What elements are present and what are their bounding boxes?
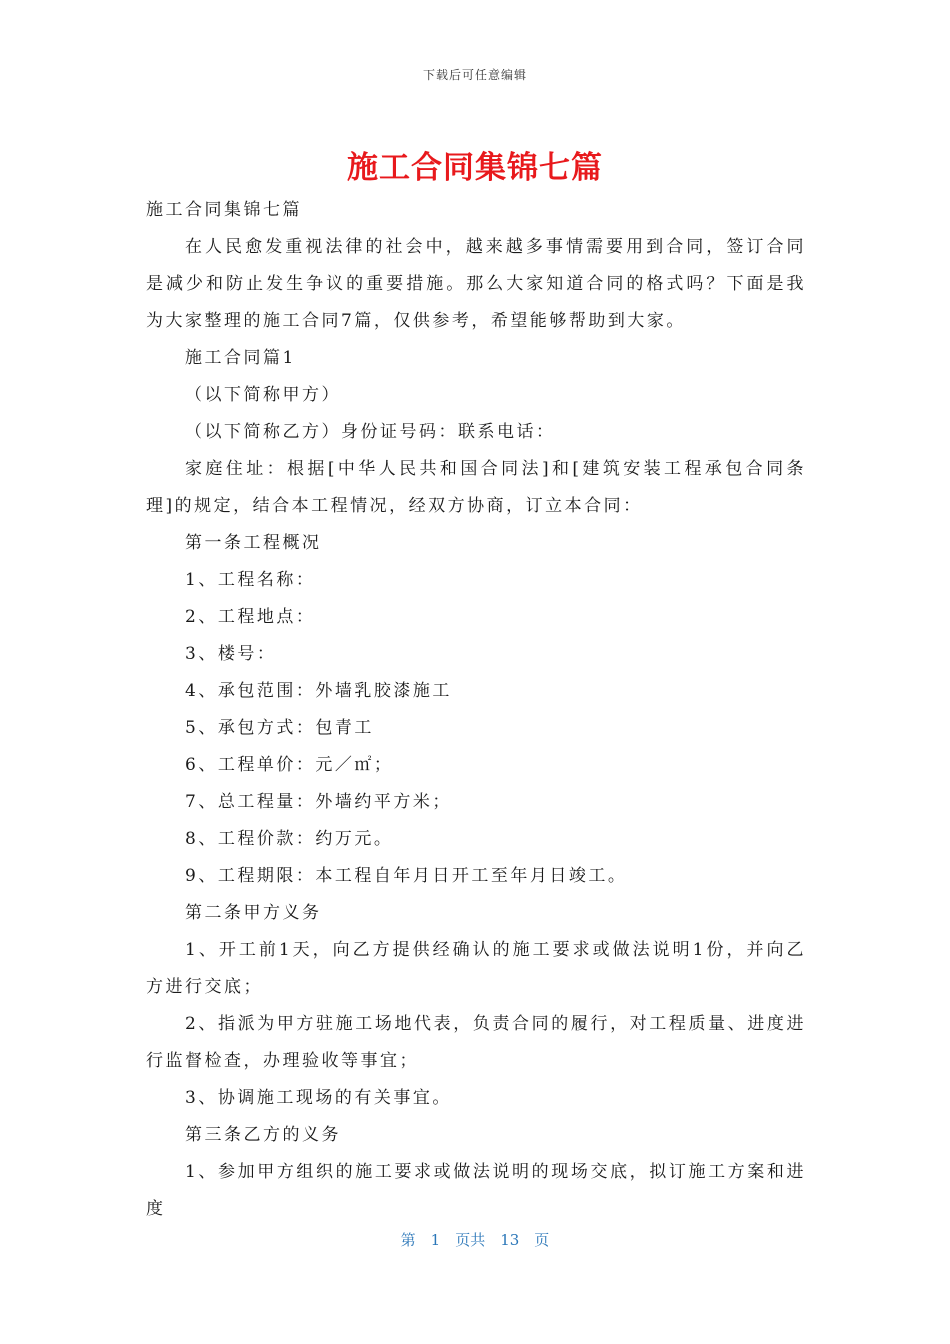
document-title: 施工合同集锦七篇 <box>347 150 603 186</box>
paragraph: 8、工程价款：约万元。 <box>185 829 394 849</box>
paragraph: 1、参加甲方组织的施工要求或做法说明的现场交底，拟订施工方案和进度 <box>146 1162 806 1219</box>
paragraph: 9、工程期限：本工程自年月日开工至年月日竣工。 <box>185 866 628 886</box>
header-note: 下载后可任意编辑 <box>422 68 527 82</box>
paragraph: 1、开工前1天，向乙方提供经确认的施工要求或做法说明1份，并向乙方进行交底； <box>146 940 806 997</box>
paragraph: 7、总工程量：外墙约平方米； <box>185 792 452 812</box>
paragraph: 第二条甲方义务 <box>185 903 322 923</box>
paragraph: 施工合同篇1 <box>185 348 296 368</box>
paragraph: 第三条乙方的义务 <box>185 1125 341 1145</box>
paragraph: （以下简称乙方）身份证号码：联系电话： <box>185 422 556 442</box>
paragraph: 6、工程单价：元／㎡； <box>185 755 394 775</box>
page-number-footer: 第 1 页共 13 页 <box>400 1231 550 1249</box>
paragraph: 3、楼号： <box>185 644 277 664</box>
paragraph: （以下简称甲方） <box>185 385 341 405</box>
paragraph: 3、协调施工现场的有关事宜。 <box>185 1088 452 1108</box>
paragraph: 1、工程名称： <box>185 570 316 590</box>
paragraph: 2、工程地点： <box>185 607 316 627</box>
paragraph: 5、承包方式：包青工 <box>185 718 374 738</box>
paragraph: 施工合同集锦七篇 <box>146 200 302 220</box>
paragraph: 在人民愈发重视法律的社会中，越来越多事情需要用到合同，签订合同是减少和防止发生争议的重要措施。那么大家知道合同的格式吗？下面是我为大家整理的施工合同7篇，仅供参考，希望能够帮助到大家。 <box>146 237 806 331</box>
document-body <box>146 192 806 1228</box>
paragraph: 第一条工程概况 <box>185 533 322 553</box>
paragraph: 4、承包范围：外墙乳胶漆施工 <box>185 681 452 701</box>
paragraph: 家庭住址：根据[中华人民共和国合同法]和[建筑安装工程承包合同条理]的规定，结合本工程情况，经双方协商，订立本合同： <box>146 459 806 516</box>
paragraph: 2、指派为甲方驻施工场地代表，负责合同的履行，对工程质量、进度进行监督检查，办理验收等事宜； <box>146 1014 806 1071</box>
